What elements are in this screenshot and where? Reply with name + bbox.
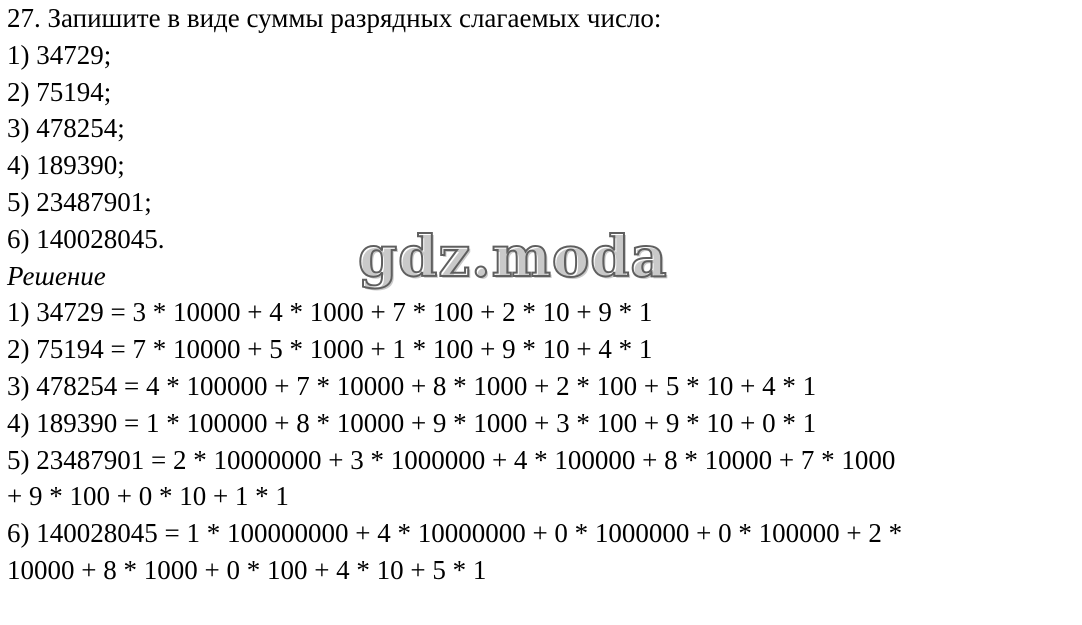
document-page bbox=[7, 0, 1077, 589]
task-title: 27. Запишите в виде суммы разрядных слагаемых число: bbox=[7, 3, 662, 33]
solution-line-3: 3) 478254 = 4 * 100000 + 7 * 10000 + 8 * 1000 + 2 * 100 + 5 * 10 + 4 * 1 bbox=[7, 370, 817, 401]
task-item-2: 2) 75194; bbox=[7, 76, 112, 107]
solution-line-6-continued: 10000 + 8 * 1000 + 0 * 100 + 4 * 10 + 5 * 1 bbox=[7, 554, 487, 585]
solution-heading: Решение bbox=[7, 260, 106, 291]
watermark-logo: gdz.moda bbox=[358, 224, 668, 290]
solution-line-4: 4) 189390 = 1 * 100000 + 8 * 10000 + 9 * 1000 + 3 * 100 + 9 * 10 + 0 * 1 bbox=[7, 407, 817, 438]
solution-line-6: 6) 140028045 = 1 * 100000000 + 4 * 10000000 + 0 * 1000000 + 0 * 100000 + 2 * bbox=[7, 518, 903, 549]
solution-line-5-continued: + 9 * 100 + 0 * 10 + 1 * 1 bbox=[7, 481, 289, 512]
task-item-6: 6) 140028045. bbox=[7, 223, 165, 254]
task-item-4: 4) 189390; bbox=[7, 150, 125, 181]
task-item-1: 1) 34729; bbox=[7, 39, 112, 70]
solution-line-2: 2) 75194 = 7 * 10000 + 5 * 1000 + 1 * 100 + 9 * 10 + 4 * 1 bbox=[7, 334, 653, 365]
task-item-3: 3) 478254; bbox=[7, 113, 125, 144]
task-item-5: 5) 23487901; bbox=[7, 186, 152, 217]
solution-line-1: 1) 34729 = 3 * 10000 + 4 * 1000 + 7 * 100 + 2 * 10 + 9 * 1 bbox=[7, 297, 653, 328]
solution-line-5: 5) 23487901 = 2 * 10000000 + 3 * 1000000 + 4 * 100000 + 8 * 10000 + 7 * 1000 bbox=[7, 444, 896, 475]
